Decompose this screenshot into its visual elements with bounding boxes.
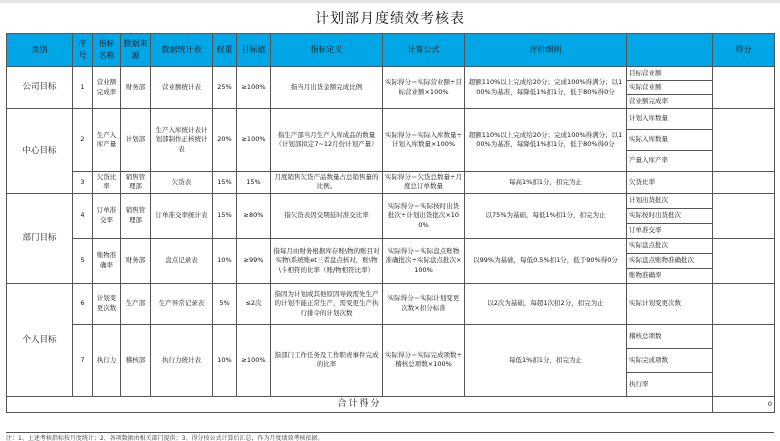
kpi-table [6,33,775,413]
category-personal: 个人目标 [7,283,73,396]
row-no: 1 [73,67,93,109]
row-name: 生产入库产量 [93,109,121,172]
row-rule: 超额110%以上完成给20分；完成100%得满分；以100%为基准，每降低1%扣1分，低于80%得0分 [465,109,627,172]
header-rule: 评价细则 [465,34,627,67]
row-formula: 实际得分＝实际盘点账物准确批次÷实际盘点批次×100% [383,238,465,283]
header-formula: 计算公式 [383,34,465,67]
row-score[interactable] [713,172,775,194]
row-name: 执行力 [93,324,121,396]
sub-item: 计划出货批次 [627,193,713,208]
row-table: 盘点记录表 [151,238,213,283]
row-name: 计划变更次数 [93,283,121,324]
row-score[interactable] [713,238,775,283]
row-definition: 指每月由财务根据库存账\物的账目对实物\系统账et三者盘点核对，账\物\卡相符的比率（账/物相符比率） [271,238,383,283]
table-row [7,109,775,130]
table-row [7,238,775,253]
row-table: 订单准交率统计表 [151,193,213,238]
row-target: 15% [237,172,271,194]
row-no: 4 [73,193,93,238]
row-rule: 以75%为基础，每低1%扣1分，扣完为止 [465,193,627,238]
row-score[interactable] [713,283,775,324]
row-definition: 指当月出货金额完成比例 [271,67,383,109]
sub-item: 实际计划变更次数 [627,283,713,324]
table-row [7,67,775,81]
header-blank [627,34,713,67]
row-name: 营业额完成率 [93,67,121,109]
table-row [7,172,775,194]
table-row [7,283,775,324]
total-row [7,396,775,412]
header-row [7,34,775,67]
row-no: 6 [73,283,93,324]
sub-item: 实际盘点批次 [627,238,713,253]
row-source: 计划部 [121,109,151,172]
row-no: 7 [73,324,93,396]
sub-item: 欠货比率 [627,172,713,194]
row-score[interactable] [713,193,775,238]
row-target: ≥100% [237,324,271,396]
row-target: ≤2次 [237,283,271,324]
row-score[interactable] [713,324,775,396]
row-source: 稽核部 [121,324,151,396]
row-definition: 指因为计划或其他原因导致需先生产的计划不能正常生产，需变更生产执行排令的计划次数 [271,283,383,324]
row-table: 营业额统计表 [151,67,213,109]
row-formula: 实际得分＝实际按时出货批次÷计划出货批次×100% [383,193,465,238]
row-formula: 实际得分＝实际营业额÷目标营业额×100% [383,67,465,109]
sub-item: 实际营业额 [627,81,713,95]
sub-item: 执行率 [627,372,713,396]
row-table: 欠货表 [151,172,213,194]
row-no: 3 [73,172,93,194]
row-no: 2 [73,109,93,172]
row-rule: 以2次为基础，每超1次扣2分，扣完为止 [465,283,627,324]
header-score: 得分 [713,34,775,67]
header-name: 指标名称 [93,34,121,67]
row-weight: 20% [213,109,237,172]
row-formula: 实际得分＝实际入库数量÷计划入库数量×100% [383,109,465,172]
row-rule: 每低1%扣1分，扣完为止 [465,324,627,396]
row-source: 销售管理部 [121,193,151,238]
row-definition: 指欠货表因交期延时准交比率 [271,193,383,238]
header-no: 序号 [73,34,93,67]
row-source: 生产部 [121,283,151,324]
row-rule: 超额110%以上完成给20分；完成100%得满分；以100%为基准，每降低1%扣1分，低于80%得0分 [465,67,627,109]
row-table: 执行力统计表 [151,324,213,396]
row-table: 生产入库统计表计划部制作正核统计表 [151,109,213,172]
sub-item: 实际入库数量 [627,130,713,151]
row-weight: 10% [213,324,237,396]
category-company: 公司目标 [7,67,73,109]
row-source: 财务部 [121,238,151,283]
row-score[interactable] [713,67,775,109]
row-target: ≥100% [237,67,271,109]
row-table: 生产异常记录表 [151,283,213,324]
footer-note: 注：1、上述考核指标按月度统计；2、各项数据由相关部门提供；3、得分按公式计算后汇总，作为月度绩效考核依据。 [6,432,774,441]
row-definition: 指生产部当月生产入库成品的数量（计划部拟定7~12月份计划产量） [271,109,383,172]
row-weight: 15% [213,193,237,238]
row-source: 销售管理部 [121,172,151,194]
sub-item: 计划入库数量 [627,109,713,130]
category-center: 中心目标 [7,109,73,194]
sub-item: 目标营业额 [627,67,713,81]
row-definition: 月度销售欠货产品数量占总销售量的比例。 [271,172,383,194]
page-title: 计划部月度绩效考核表 [315,11,465,27]
row-weight: 25% [213,67,237,109]
header-category: 类别 [7,34,73,67]
sub-item: 实际完成项数 [627,348,713,372]
total-value: 0 [713,396,775,412]
header-table: 数据统计表 [151,34,213,67]
sub-item: 实际盘点账物准确批次 [627,253,713,268]
row-weight: 10% [213,238,237,283]
sub-item: 订单准交率 [627,223,713,238]
header-target: 目标值 [237,34,271,67]
row-formula: 实际得分＝欠货总数量÷月度总订单数量 [383,172,465,194]
row-source: 财务部 [121,67,151,109]
row-weight: 15% [213,172,237,194]
row-target: ≥99% [237,238,271,283]
sub-item: 产量入库产率 [627,151,713,172]
header-definition: 指标定义 [271,34,383,67]
table-row [7,324,775,348]
row-rule: 每高1%扣1分，扣完为止 [465,172,627,194]
sub-item: 营业额完成率 [627,95,713,109]
row-name: 订单准交率 [93,193,121,238]
row-name: 账物准确率 [93,238,121,283]
row-formula: 实际得分＝实际完成项数÷稽核总项数×100% [383,324,465,396]
row-target: ≥100% [237,109,271,172]
row-weight: 5% [213,283,237,324]
row-name: 欠货比率 [93,172,121,194]
row-target: ≥80% [237,193,271,238]
header-weight: 权重 [213,34,237,67]
row-rule: 以99%为基础，每低0.5%扣1分，低于90%得0分 [465,238,627,283]
row-formula: 实际得分＝实际计划变更次数×扣分标准 [383,283,465,324]
table-row [7,193,775,208]
sub-item: 实际按时出货批次 [627,208,713,223]
category-dept: 部门目标 [7,193,73,283]
row-no: 5 [73,238,93,283]
row-score[interactable] [713,109,775,172]
sub-item: 稽核总项数 [627,324,713,348]
header-source: 数据来源 [121,34,151,67]
total-label: 合计得分 [7,396,713,412]
row-definition: 指部门工作任务及工作职责事件完成的比率 [271,324,383,396]
sub-item: 账物准确率 [627,268,713,283]
top-border [0,0,780,3]
